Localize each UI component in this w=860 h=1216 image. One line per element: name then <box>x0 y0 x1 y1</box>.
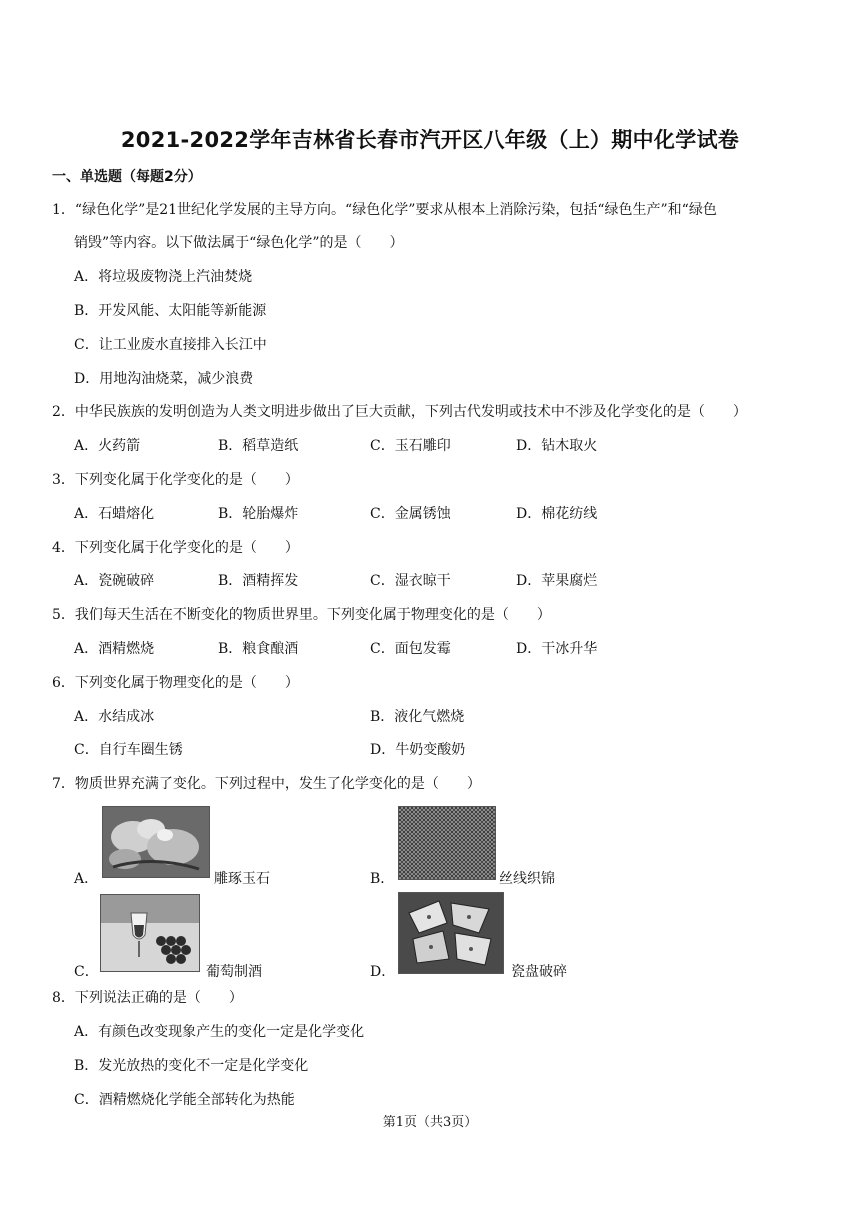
q7-option-b-text: 丝线织锦 <box>499 871 555 887</box>
page-footer: 第1页（共3页） <box>382 1115 478 1130</box>
q4-option-d: D．苹果腐烂 <box>516 573 598 589</box>
q6-option-b: B．液化气燃烧 <box>370 709 465 725</box>
q6-option-a: A．水结成冰 <box>74 709 155 725</box>
q4-option-a: A．瓷碗破碎 <box>74 573 155 589</box>
question-8-stem: 8．下列说法正确的是（ ） <box>52 990 243 1006</box>
q2-option-a: A．火药箭 <box>74 438 141 454</box>
question-7-stem: 7．物质世界充满了变化。下列过程中，发生了化学变化的是（ ） <box>52 776 481 792</box>
q3-option-a: A．石蜡熔化 <box>74 506 155 522</box>
question-2-stem: 2．中华民族族的发明创造为人类文明进步做出了巨大贡献，下列古代发明或技术中不涉及化学变化的是（ ） <box>52 404 747 420</box>
q5-option-c: C．面包发霉 <box>370 641 451 657</box>
q7-option-c-letter: C． <box>74 964 99 980</box>
silk-weaving-image <box>398 806 496 880</box>
question-1-line1: 1．“绿色化学”是21世纪化学发展的主导方向。“绿色化学”要求从根本上消除污染，包括“绿色生产”和“绿色 <box>52 202 717 218</box>
question-1-line2: 销毁”等内容。以下做法属于“绿色化学”的是（ ） <box>74 235 404 251</box>
q1-option-c: C．让工业废水直接排入长江中 <box>74 337 267 353</box>
q5-option-d: D．干冰升华 <box>516 641 598 657</box>
q8-option-b: B．发光放热的变化不一定是化学变化 <box>74 1058 309 1074</box>
q3-option-c: C．金属锈蚀 <box>370 506 451 522</box>
grape-wine-image <box>100 894 200 972</box>
q1-option-b: B．开发风能、太阳能等新能源 <box>74 303 267 319</box>
page-title: 2021-2022学年吉林省长春市汽开区八年级（上）期中化学试卷 <box>120 128 740 152</box>
q6-option-c: C．自行车圈生锈 <box>74 742 183 758</box>
q3-option-d: D．棉花纺线 <box>516 506 598 522</box>
q4-option-c: C．湿衣晾干 <box>370 573 451 589</box>
q8-option-c: C．酒精燃烧化学能全部转化为热能 <box>74 1092 295 1108</box>
q2-option-b: B．稻草造纸 <box>218 438 299 454</box>
q1-option-a: A．将垃圾废物浇上汽油焚烧 <box>74 269 253 285</box>
question-3-stem: 3．下列变化属于化学变化的是（ ） <box>52 472 299 488</box>
broken-plate-image <box>398 892 504 974</box>
q8-option-a: A．有颜色改变现象产生的变化一定是化学变化 <box>74 1024 365 1040</box>
q6-option-d: D．牛奶变酸奶 <box>370 742 466 758</box>
q4-option-b: B．酒精挥发 <box>218 573 299 589</box>
q7-option-d-letter: D． <box>370 964 396 980</box>
section-heading: 一、单选题（每题2分） <box>52 169 202 185</box>
q5-option-b: B．粮食酿酒 <box>218 641 299 657</box>
q7-option-d-text: 瓷盘破碎 <box>511 964 567 980</box>
q2-option-d: D．钻木取火 <box>516 438 598 454</box>
q5-option-a: A．酒精燃烧 <box>74 641 155 657</box>
q7-option-a-text: 雕琢玉石 <box>214 871 270 887</box>
q7-option-c-text: 葡萄制酒 <box>206 964 262 980</box>
q1-option-d: D．用地沟油烧菜，减少浪费 <box>74 371 254 387</box>
q3-option-b: B．轮胎爆炸 <box>218 506 299 522</box>
q7-option-b-letter: B． <box>370 871 395 887</box>
jade-carving-image <box>102 806 210 878</box>
q7-option-a-letter: A． <box>74 871 99 887</box>
question-6-stem: 6．下列变化属于物理变化的是（ ） <box>52 675 299 691</box>
q2-option-c: C．玉石雕印 <box>370 438 451 454</box>
question-4-stem: 4．下列变化属于化学变化的是（ ） <box>52 540 299 556</box>
question-5-stem: 5．我们每天生活在不断变化的物质世界里。下列变化属于物理变化的是（ ） <box>52 607 551 623</box>
